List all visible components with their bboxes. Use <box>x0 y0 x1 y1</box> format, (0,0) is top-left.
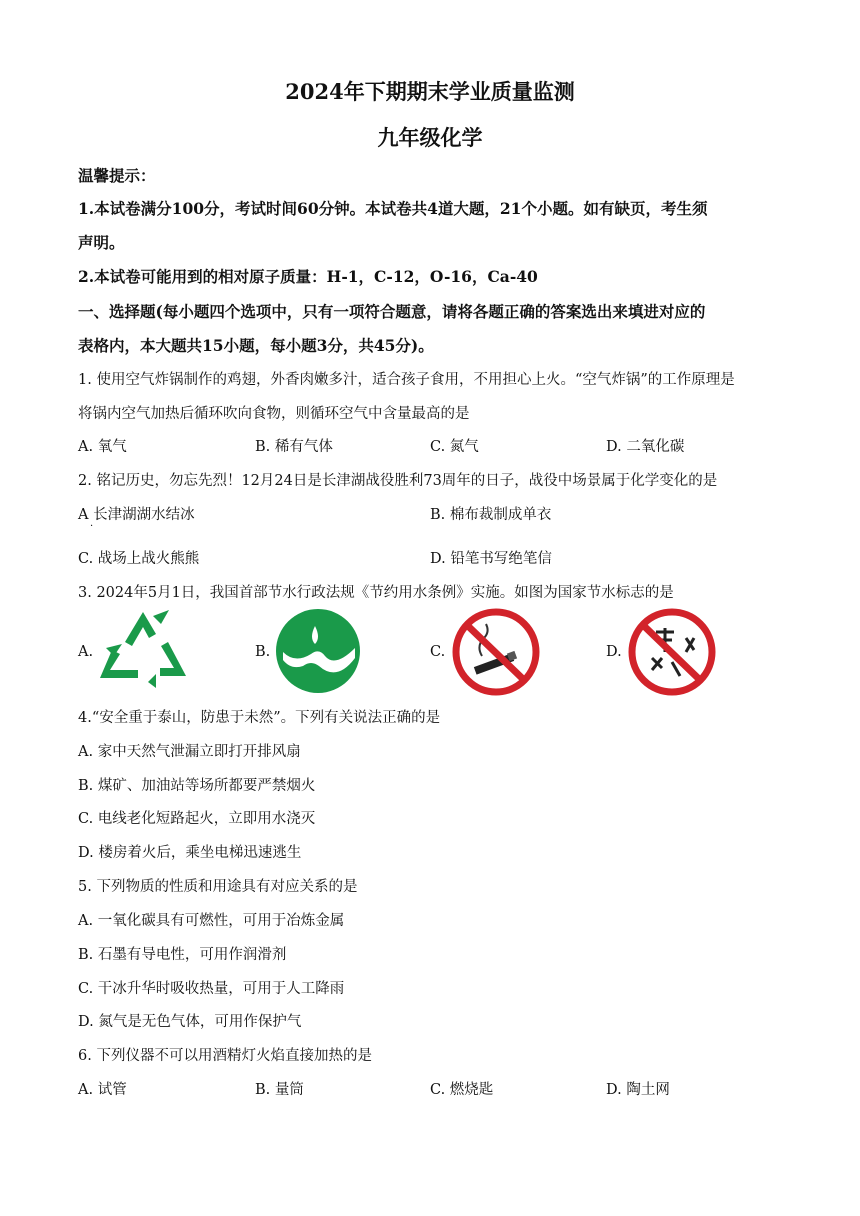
tips-heading: 温馨提示： <box>78 166 156 185</box>
question-4-option-d: D. 楼房着火后，乘坐电梯迅速逃生 <box>78 845 302 861</box>
no-fireworks-icon <box>628 608 716 696</box>
question-2-stem: 2. 铭记历史，勿忘先烈！12月24日是长津湖战役胜利73周年的日子，战役中场景属于化学变化的是 <box>78 473 718 489</box>
question-5-stem: 5. 下列物质的性质和用途具有对应关系的是 <box>78 879 358 895</box>
question-2-option-d: D. 铅笔书写绝笔信 <box>430 551 552 567</box>
question-2-option-a: A 长津湖湖水结冰 <box>78 507 195 523</box>
question-1-stem-line-1: 1. 使用空气炸锅制作的鸡翅，外香肉嫩多汁，适合孩子食用，不用担心上火。“空气炸锅”的工作原理是 <box>78 372 735 388</box>
question-6-option-c: C. 燃烧匙 <box>430 1082 494 1098</box>
question-5-option-b: B. 石墨有导电性，可用作润滑剂 <box>78 947 287 963</box>
tip-1-line-2: 声明。 <box>78 233 125 252</box>
page-title: 2024年下期期末学业质量监测 <box>285 79 575 104</box>
no-smoking-icon <box>452 608 540 696</box>
section-heading-line-1: 一、选择题(每小题四个选项中，只有一项符合题意，请将各题正确的答案选出来填进对应的 <box>78 302 706 321</box>
question-1-option-d: D. 二氧化碳 <box>606 439 685 455</box>
tip-2: 2.本试卷可能用到的相对原子质量：H-1，C-12，O-16，Ca-40 <box>78 267 538 286</box>
question-4-option-c: C. 电线老化短路起火，立即用水浇灭 <box>78 811 316 827</box>
question-1-stem-line-2: 将锅内空气加热后循环吹向食物，则循环空气中含量最高的是 <box>78 406 470 422</box>
section-heading-line-2: 表格内，本大题共15小题，每小题3分，共45分)。 <box>78 336 434 355</box>
tip-1-line-1: 1.本试卷满分100分，考试时间60分钟。本试卷共4道大题，21个小题。如有缺页，考生须 <box>78 199 708 218</box>
question-1-option-a: A. 氧气 <box>78 439 127 455</box>
stray-dot: · <box>90 521 94 532</box>
question-4-option-a: A. 家中天然气泄漏立即打开排风扇 <box>78 744 301 760</box>
recycle-icon <box>98 610 188 690</box>
question-5-option-c: C. 干冰升华时吸收热量，可用于人工降雨 <box>78 981 345 997</box>
question-3-option-c: C. <box>430 644 446 660</box>
question-3-option-a: A. <box>78 644 94 660</box>
question-1-option-b: B. 稀有气体 <box>255 439 333 455</box>
question-4-option-b: B. 煤矿、加油站等场所都要严禁烟火 <box>78 778 316 794</box>
page-subtitle: 九年级化学 <box>377 125 483 150</box>
question-5-option-d: D. 氮气是无色气体，可用作保护气 <box>78 1014 302 1030</box>
question-1-option-c: C. 氮气 <box>430 439 479 455</box>
question-5-option-a: A. 一氧化碳具有可燃性，可用于冶炼金属 <box>78 913 345 929</box>
question-6-option-a: A. 试管 <box>78 1082 127 1098</box>
question-6-stem: 6. 下列仪器不可以用酒精灯火焰直接加热的是 <box>78 1048 372 1064</box>
question-2-option-c: C. 战场上战火熊熊 <box>78 551 200 567</box>
question-4-stem: 4.“安全重于泰山，防患于未然”。下列有关说法正确的是 <box>78 710 441 726</box>
question-3-stem: 3. 2024年5月1日，我国首部节水行政法规《节约用水条例》实施。如图为国家节水标志的是 <box>78 585 674 601</box>
question-3-option-b: B. <box>255 644 271 660</box>
question-2-option-b: B. 棉布裁制成单衣 <box>430 507 552 523</box>
question-6-option-d: D. 陶土网 <box>606 1082 670 1098</box>
water-saving-icon <box>275 608 361 694</box>
question-6-option-b: B. 量筒 <box>255 1082 304 1098</box>
question-3-option-d: D. <box>606 644 622 660</box>
